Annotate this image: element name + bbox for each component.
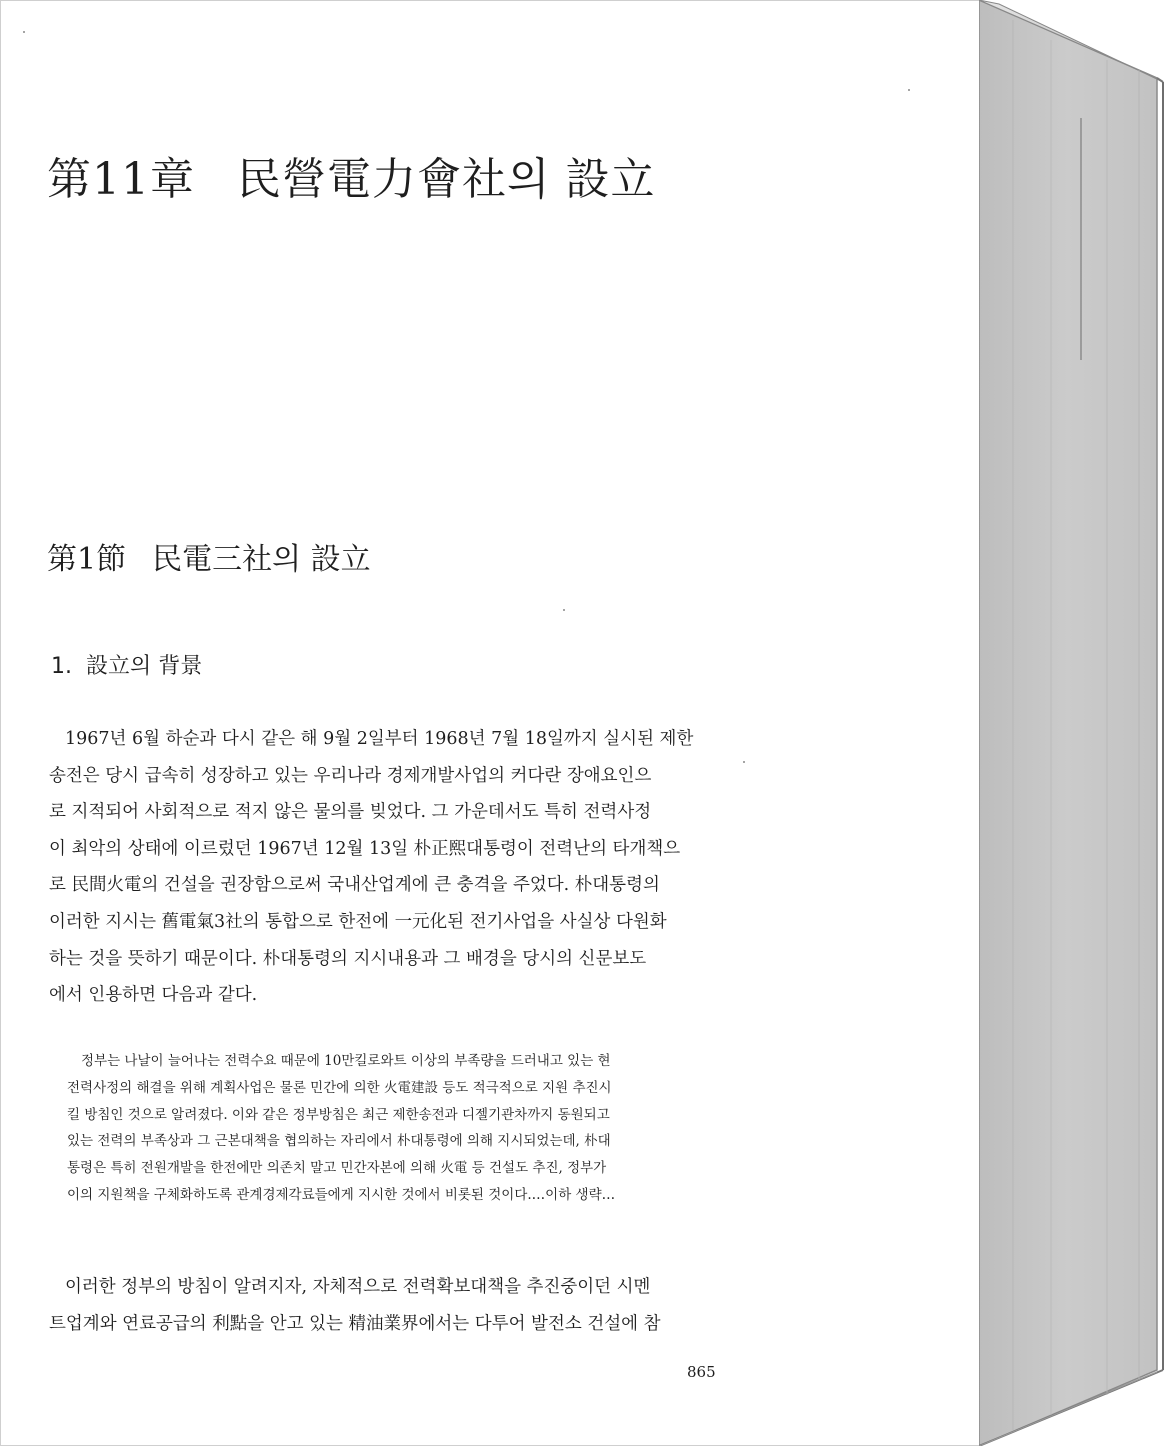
quote-line: 정부는 나날이 늘어나는 전력수요 때문에 10만킬로와트 이상의 부족량을 드러내고 있는 현 bbox=[81, 1053, 611, 1069]
body-line: 1967년 6월 하순과 다시 같은 해 9월 2일부터 1968년 7월 18일까지 실시된 제한 bbox=[65, 729, 694, 749]
chapter-title-text: 民營電力會社의 設立 bbox=[237, 154, 656, 205]
body-line: 하는 것을 뜻하기 때문이다. 朴대통령의 지시내용과 그 배경을 당시의 신문보도 bbox=[49, 948, 647, 969]
body-line: 이 최악의 상태에 이르렀던 1967년 12월 13일 朴正熙대통령이 전력난의 타개책으 bbox=[49, 838, 681, 859]
closing-line: 이러한 정부의 방침이 알려지자, 자체적으로 전력확보대책을 추진중이던 시멘 bbox=[65, 1277, 651, 1297]
body-line: 이러한 지시는 舊電氣3社의 통합으로 한전에 一元化된 전기사업을 사실상 다원화 bbox=[49, 911, 667, 932]
quote-line: 통령은 특히 전원개발을 한전에만 의존치 말고 민간자본에 의해 火電 등 건설도 추진, 정부가 bbox=[67, 1160, 607, 1177]
body-line: 로 지적되어 사회적으로 적지 않은 물의를 빚었다. 그 가운데서도 특히 전력사정 bbox=[49, 802, 652, 823]
closing-line: 트업계와 연료공급의 利點을 안고 있는 精油業界에서는 다투어 발전소 건설에 참 bbox=[49, 1313, 661, 1334]
subsection-title-text: 設立의 背景 bbox=[86, 654, 203, 679]
body-paragraph bbox=[49, 721, 729, 1014]
section-title bbox=[47, 534, 371, 578]
scan-speck bbox=[908, 89, 910, 91]
quote-line: 이의 지원책을 구체화하도록 관계경제각료들에게 지시한 것에서 비롯된 것이다.…이하 생략… bbox=[67, 1186, 616, 1203]
scan-speck bbox=[743, 761, 745, 763]
quote-line: 있는 전력의 부족상과 그 근본대책을 협의하는 자리에서 朴대통령에 의해 지시되었는데, 朴대 bbox=[67, 1133, 611, 1150]
subsection-title bbox=[51, 649, 202, 680]
body-line: 에서 인용하면 다음과 같다. bbox=[49, 985, 258, 1006]
page-number: 865 bbox=[687, 1363, 716, 1381]
quote-line: 킬 방침인 것으로 알려졌다. 이와 같은 정부방침은 최근 제한송전과 디젤기관차까지 동원되고 bbox=[67, 1106, 610, 1123]
chapter-number: 第11章 bbox=[47, 154, 195, 205]
scan-speck bbox=[23, 31, 25, 33]
chapter-title bbox=[47, 143, 656, 207]
section-number: 第1節 bbox=[47, 542, 127, 577]
body-line: 송전은 당시 급속히 성장하고 있는 우리나라 경제개발사업의 커다란 장애요인으 bbox=[49, 765, 652, 786]
subsection-number: 1. bbox=[51, 654, 72, 679]
closing-paragraph bbox=[49, 1269, 729, 1342]
body-line: 로 民間火電의 건설을 권장함으로써 국내산업계에 큰 충격을 주었다. 朴대통령의 bbox=[49, 875, 660, 896]
newspaper-quote bbox=[67, 1048, 707, 1209]
scan-speck bbox=[563, 609, 565, 611]
section-title-text: 民電三社의 設立 bbox=[152, 542, 371, 577]
quote-line: 전력사정의 해결을 위해 계획사업은 물론 민간에 의한 火電建設 등도 적극적으로 지원 추진시 bbox=[67, 1079, 612, 1096]
book-page-stack-edge bbox=[979, 0, 1173, 1446]
